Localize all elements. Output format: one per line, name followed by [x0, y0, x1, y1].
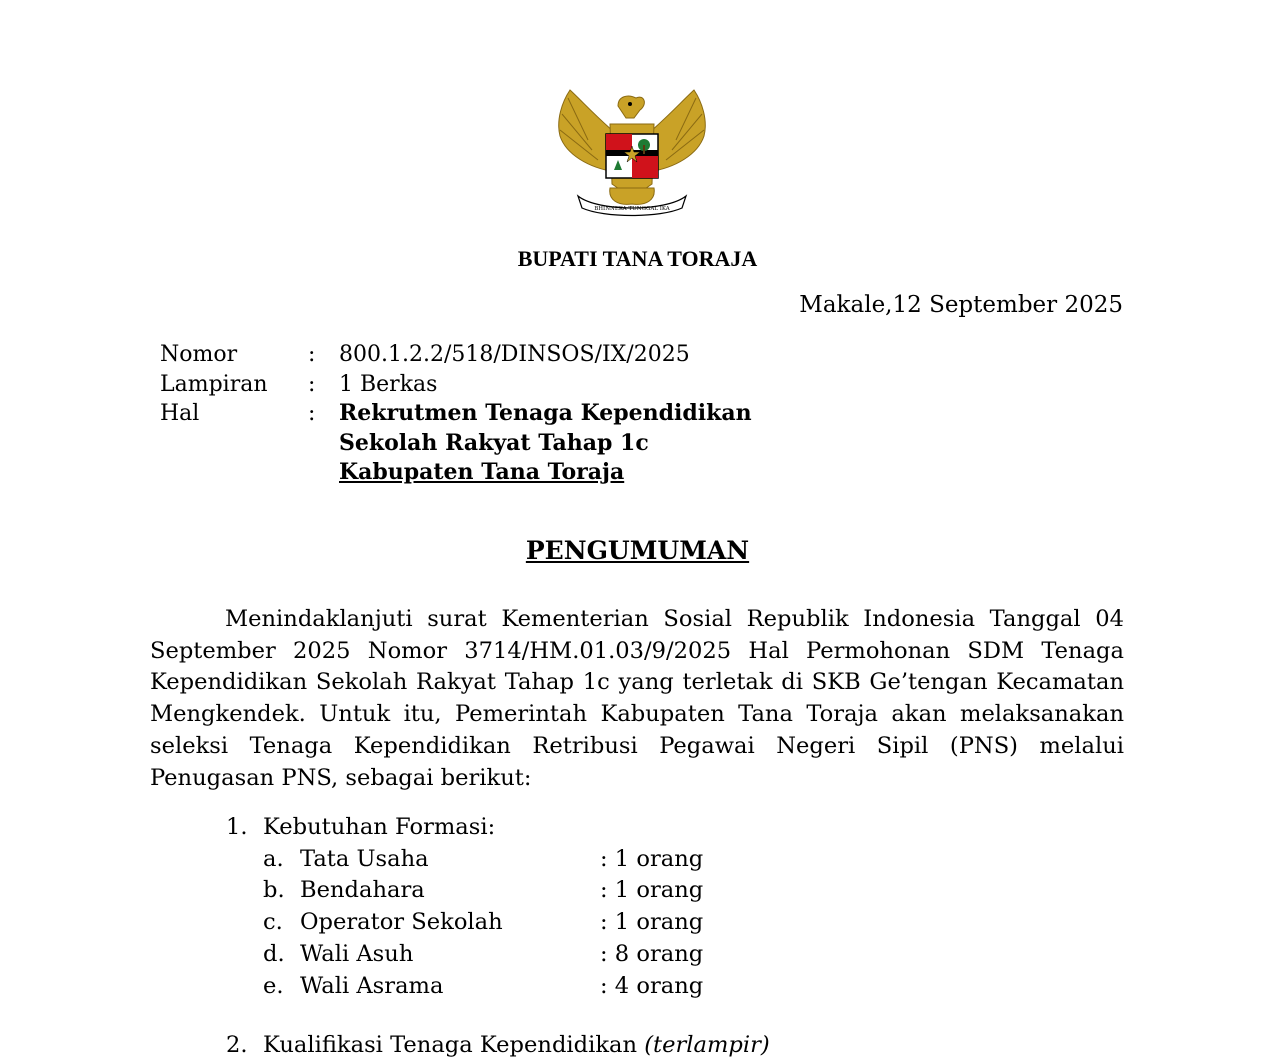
list-number: 1.: [226, 814, 248, 840]
meta-label: Hal: [160, 401, 200, 426]
meta-value-lampiran: 1 Berkas: [339, 371, 438, 397]
meta-row-hal: [160, 399, 752, 488]
formasi-name: Bendahara: [300, 877, 425, 904]
formasi-count: : 8 orang: [600, 940, 704, 967]
formasi-row: [226, 907, 703, 939]
formasi-count: : 1 orang: [600, 845, 704, 872]
meta-label: Lampiran: [160, 371, 268, 397]
list-number: 2.: [226, 1032, 248, 1058]
list-text: Kebutuhan Formasi:: [263, 814, 496, 840]
meta-label: Nomor: [160, 342, 238, 367]
body-paragraph: Menindaklanjuti surat Kementerian Sosial Republik Indonesia Tanggal 04 September 2025 Nomor 3714/HM.01.03/9/2025 Hal Permohonan SDM Tenaga Kependidikan Sekolah Rakyat Tahap 1c yang terletak di SKB Ge’tengan Kecamatan Mengkendek. Untuk itu, Pemerintah Kabupaten Tana Toraja akan melaksanakan seleksi Tenaga Kependidikan Retribusi Pegawai Negeri Sipil (PNS) melalui Penugasan PNS, sebagai berikut:: [150, 606, 1124, 791]
meta-row-lampiran: [160, 370, 752, 400]
formasi-count: : 1 orang: [600, 877, 704, 904]
meta-value-hal: [339, 399, 752, 488]
formasi-name: Tata Usaha: [300, 845, 429, 872]
list-note: (terlampir): [644, 1032, 770, 1058]
formasi-count: : 4 orang: [600, 972, 704, 999]
formasi-row: [226, 875, 703, 907]
meta-colon: :: [308, 401, 316, 426]
garuda-pancasila-emblem: [548, 84, 716, 220]
formasi-letter: d.: [263, 940, 285, 967]
formasi-name: Wali Asrama: [300, 972, 444, 999]
numbered-list: [226, 812, 703, 1002]
letter-meta: [160, 340, 752, 488]
formasi-row: [226, 971, 703, 1003]
place-date: Makale,12 September 2025: [799, 292, 1123, 318]
formasi-row: [226, 939, 703, 971]
formasi-letter: c.: [263, 909, 283, 936]
formasi-letter: e.: [263, 972, 284, 999]
list-text: Kualifikasi Tenaga Kependidikan: [263, 1032, 638, 1058]
formasi-letter: a.: [263, 845, 284, 872]
subject-line: Sekolah Rakyat Tahap 1c: [339, 429, 649, 456]
meta-colon: :: [308, 342, 316, 367]
formasi-letter: b.: [263, 877, 285, 904]
subject-line: Kabupaten Tana Toraja: [339, 459, 625, 485]
list-item: [226, 812, 703, 844]
list-item-2: [226, 1030, 770, 1062]
meta-row-nomor: [160, 340, 752, 370]
meta-value-nomor: 800.1.2.2/518/DINSOS/IX/2025: [339, 342, 690, 367]
formasi-name: Operator Sekolah: [300, 909, 503, 936]
issuer-heading: BUPATI TANA TORAJA: [517, 246, 758, 271]
document-title: PENGUMUMAN: [525, 536, 750, 565]
formasi-count: : 1 orang: [600, 909, 704, 936]
formasi-row: [226, 844, 703, 876]
formasi-name: Wali Asuh: [300, 940, 414, 967]
meta-colon: :: [308, 371, 316, 397]
emblem-motto: BHINNEKA TUNGGAL IKA: [594, 206, 670, 212]
subject-line: Rekrutmen Tenaga Kependidikan: [339, 400, 752, 426]
